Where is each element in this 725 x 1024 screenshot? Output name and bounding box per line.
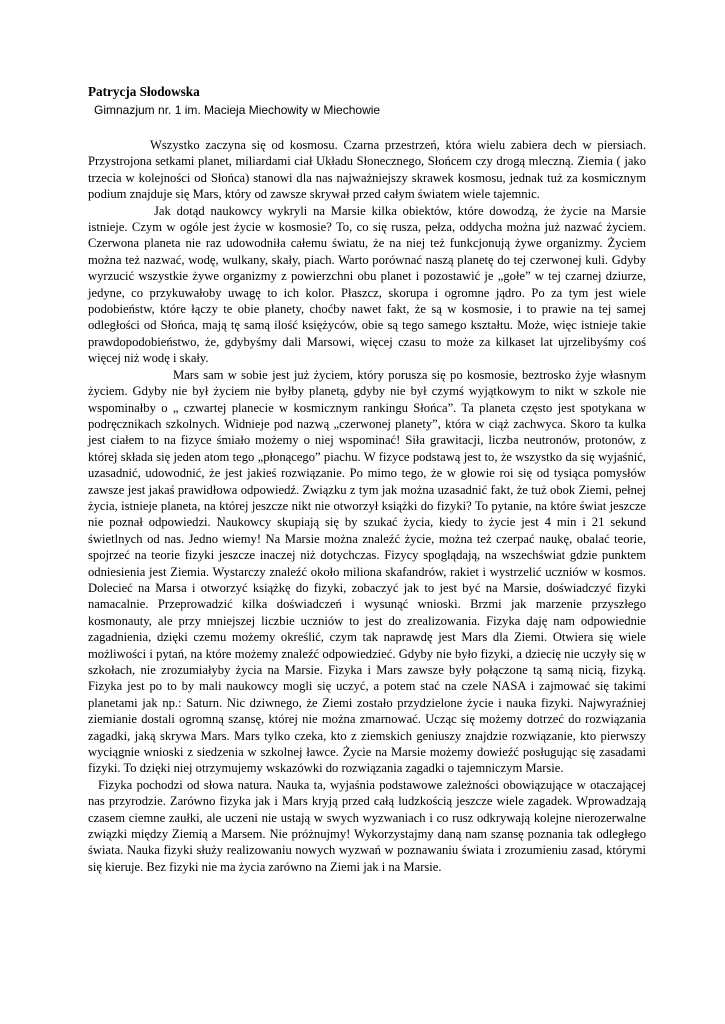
paragraph-1: Wszystko zaczyna się od kosmosu. Czarna przestrzeń, która wielu zabiera dech w piersiach. Przystrojona setkami planet, miliardami ciał Układu Słonecznego, Słońcem czy drogą mleczną. Ziemia ( jako trzecia w kolejności od Słońca) stanowi dla nas najważniejszy skrawek kosmosu, jednak tuż za kosmicznym podium znajduje się Mars, który od zawsze skrywał przed całym światem wiele tajemnic. — [88, 138, 646, 202]
school-name: Gimnazjum nr. 1 im. Macieja Miechowity w Miechowie — [94, 103, 381, 117]
paragraph-2: Jak dotąd naukowcy wykryli na Marsie kilka obiektów, które dowodzą, że życie na Marsie istnieje. Czym w ogóle jest życie w kosmosie? To, co się rusza, pełza, oddycha można już nazwać życiem. Czerwona planeta nie raz udowodniła całemu światu, że na niej też funkcjonują żywe organizmy. Życiem można też nazwać, wodę, wulkany, skały, piach. Warto porównać naszą planetę do tej czerwonej kuli. Gdyby wyrzucić wszystkie żywe organizmy z powierzchni obu planet i pozostawić je „gołe” w tej czarnej dziurze, jedyne, co przykuwałoby uwagę to ich kolor. Płaszcz, skorupa i ogromne jądro. Po za tym jest wiele podobieństw, które łączy te obie planety, choćby nawet fakt, że są w kosmosie, i to prawie na tej samej odległości od Słońca, mają tę samą ilość księżyców, obie są tego samego kształtu. Może, więc istnieje takie prawdopodobieństwo, że, gdybyśmy dali Marsowi, więcej czasu to może za kilkaset lat ujrzelibyśmy coś więcej niż wodę i skały. — [88, 203, 646, 366]
paragraph-4: Fizyka pochodzi od słowa natura. Nauka ta, wyjaśnia podstawowe zależności obowiązujące w otaczającej nas przyrodzie. Zarówno fizyka jak i Mars kryją przed całą ludzkością jeszcze wiele zagadek. Wprowadzają czasem ciemne zaułki, ale uczeni nie ustają w swych wyzwaniach i co rusz odkrywają kolejne nierozerwalne związki między Ziemią a Marsem. Nie próżnujmy! Wykorzystajmy daną nam szansę poznania tak odległego świata. Nauka fizyki służy realizowaniu nowych wyzwań w poznawaniu świata i zrozumieniu zasad, którymi się kieruje. Bez fizyki nie ma życia zarówno na Ziemi jak i na Marsie. — [88, 777, 646, 874]
document-page — [88, 84, 646, 875]
paragraph-3: Mars sam w sobie jest już życiem, który porusza się po kosmosie, beztrosko żyje własnym życiem. Gdyby nie był życiem nie byłby planetą, gdyby nie był czymś wyjątkowym to nikt w szkole nie wspominałby o „ czwartej planecie w kosmicznym rankingu Słońca”. Ta planeta często jest spotykana w podręcznikach szkolnych. Widnieje pod nazwą „czerwonej planety”, która w ciąż zachwyca. Skoro ta kulka jest ciałem to na fizyce śmiało możemy o niej wspominać! Siła grawitacji, liczba neutronów, protonów, z której składa się jeden atom tego „płonącego” piachu. W fizyce podstawą jest to, że wszystko da się wyjaśnić, uzasadnić, udowodnić, że jest jakieś rozwiązanie. Po mimo tego, że w głowie roi się od tysiąca pomysłów zawsze jest jakaś prawidłowa odpowiedź. Związku z tym jak można uzasadnić fakt, że tuż obok Ziemi, pełnej życia, istnieje planeta, na której jeszcze nikt nie otworzył książki do fizyki? To pytanie, na które świat jeszcze nie poznał odpowiedzi. Naukowcy skupiają się by szukać życia, kiedy to życie jest 4 min i 21 sekund świetlnych od nas. Jedno wiemy! Na Marsie można znaleźć życie, można też czerpać naukę, obalać teorie, spojrzeć na teorie fizyki jeszcze inaczej niż dotychczas. Fizycy spoglądają, na wszechświat gdzie punktem odniesienia jest Ziemia. Wystarczy znaleźć około miliona skafandrów, rakiet i wystrzelić uczniów w kosmos. Dolecieć na Marsa i otworzyć książkę do fizyki, zobaczyć jak to jest być na Marsie, doświadczyć fizyki namacalnie. Przeprowadzić kilka doświadczeń i wysunąć wnioski. Brzmi jak marzenie przyszłego kosmonauty, ale przy mniejszej liczbie uczniów to jest do zrealizowania. Fizyka daję nam odpowiednie zagadnienia, dzięki czemu możemy określić, czym tak naprawdę jest Mars dla Ziemi. Otwiera się wiele możliwości i pytań, na które możemy znaleźć odpowiedzieć. Gdyby nie było fizyki, a dziecię nie uczyły się w szkołach, nie zrozumiałyby życia na Marsie. Fizyka i Mars zawsze były połączone tą samą nicią, fizyką. Fizyka jest po to by mali naukowcy mogli się uczyć, a potem stać na czele NASA i zajmować się takimi planetami jak np.: Saturn. Nic dziwnego, że Ziemi zostało przydzielone życie i nauka fizyki. Najwyraźniej ziemianie dostali ogromną szansę, której nie można zmarnować. Ucząc się możemy dotrzeć do rozwiązania zagadki, jaką skrywa Mars. Mars tylko czeka, kto z ziemskich geniuszy znajdzie rozwiązanie, kto pierwszy wyciągnie wnioski z siedzenia w szkolnej ławce. Życie na Marsie możemy dowieźć posługując się zasadami fizyki. To dzięki niej otrzymujemy wskazówki do rozwiązania zagadki o tajemniczym Marsie. — [88, 367, 646, 776]
essay-body — [88, 137, 646, 875]
author-name: Patrycja Słodowska — [88, 84, 200, 99]
